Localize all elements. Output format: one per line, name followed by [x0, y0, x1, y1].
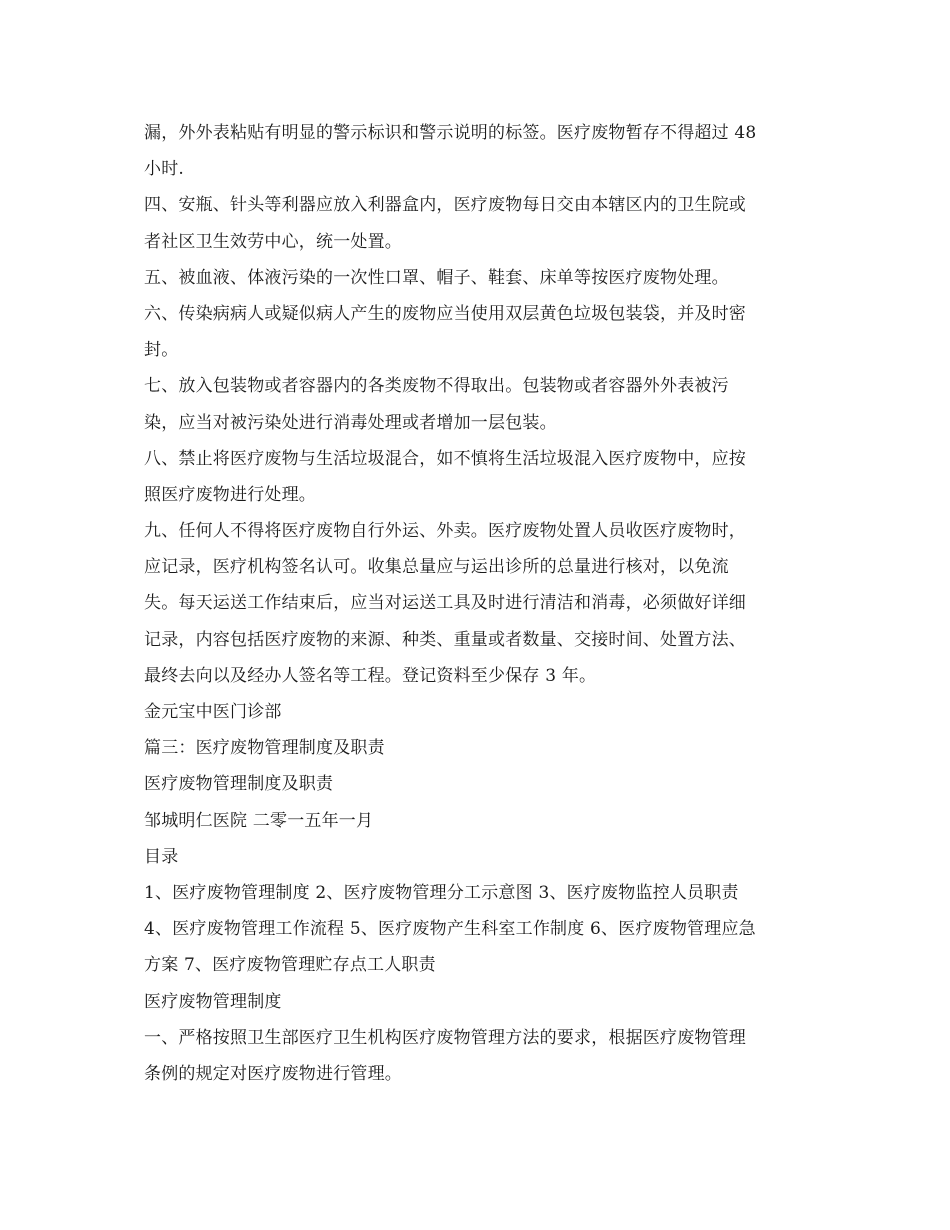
toc-line: 1、医疗废物管理制度 2、医疗废物管理分工示意图 3、医疗废物监控人员职责 [144, 882, 739, 903]
text-line: 小时. [144, 159, 185, 180]
text-line: 五、被血液、体液污染的一次性口罩、帽子、鞋套、床单等按医疗废物处理。 [144, 267, 729, 288]
toc-line: 方案 7、医疗废物管理贮存点工人职责 [144, 955, 436, 976]
text-line: 八、禁止将医疗废物与生活垃圾混合，如不慎将生活垃圾混入医疗废物中，应按 [144, 448, 746, 469]
toc-line: 4、医疗废物管理工作流程 5、医疗废物产生科室工作制度 6、医疗废物管理应急 [144, 919, 756, 940]
text-line: 九、任何人不得将医疗废物自行外运、外卖。医疗废物处置人员收医疗废物时， [144, 521, 746, 542]
text-line: 失。每天运送工作结束后，应当对运送工具及时进行清洁和消毒，必须做好详细 [144, 593, 746, 614]
document-title: 医疗废物管理制度及职责 [144, 774, 334, 795]
text-line: 者社区卫生效劳中心，统一处置。 [144, 231, 402, 252]
text-line: 条例的规定对医疗废物进行管理。 [144, 1063, 402, 1084]
text-line: 七、放入包装物或者容器内的各类废物不得取出。包装物或者容器外外表被污 [144, 376, 729, 397]
text-line: 六、传染病病人或疑似病人产生的废物应当使用双层黄色垃圾包装袋，并及时密 [144, 303, 746, 324]
signature-line: 金元宝中医门诊部 [144, 702, 282, 722]
text-line: 最终去向以及经办人签名等工程。登记资料至少保存 3 年。 [144, 665, 597, 686]
issuer-date-line: 邹城明仁医院 二零一五年一月 [144, 810, 374, 831]
toc-heading: 目录 [144, 846, 179, 867]
text-line: 一、严格按照卫生部医疗卫生机构医疗废物管理方法的要求，根据医疗废物管理 [144, 1027, 746, 1048]
text-line: 记录，内容包括医疗废物的来源、种类、重量或者数量、交接时间、处置方法、 [144, 629, 746, 650]
text-line: 封。 [144, 340, 179, 361]
document-body [144, 115, 814, 1092]
section-heading: 篇三：医疗废物管理制度及职责 [144, 738, 385, 759]
text-line: 漏，外外表粘贴有明显的警示标识和警示说明的标签。医疗废物暂存不得超过 48 [144, 123, 757, 143]
text-line: 染，应当对被污染处进行消毒处理或者增加一层包装。 [144, 412, 557, 433]
text-line: 照医疗废物进行处理。 [144, 484, 316, 505]
text-line: 四、安瓶、针头等利器应放入利器盒内，医疗废物每日交由本辖区内的卫生院或 [144, 195, 746, 216]
text-line: 应记录，医疗机构签名认可。收集总量应与运出诊所的总量进行核对，以免流 [144, 557, 729, 578]
subsection-heading: 医疗废物管理制度 [144, 991, 282, 1012]
